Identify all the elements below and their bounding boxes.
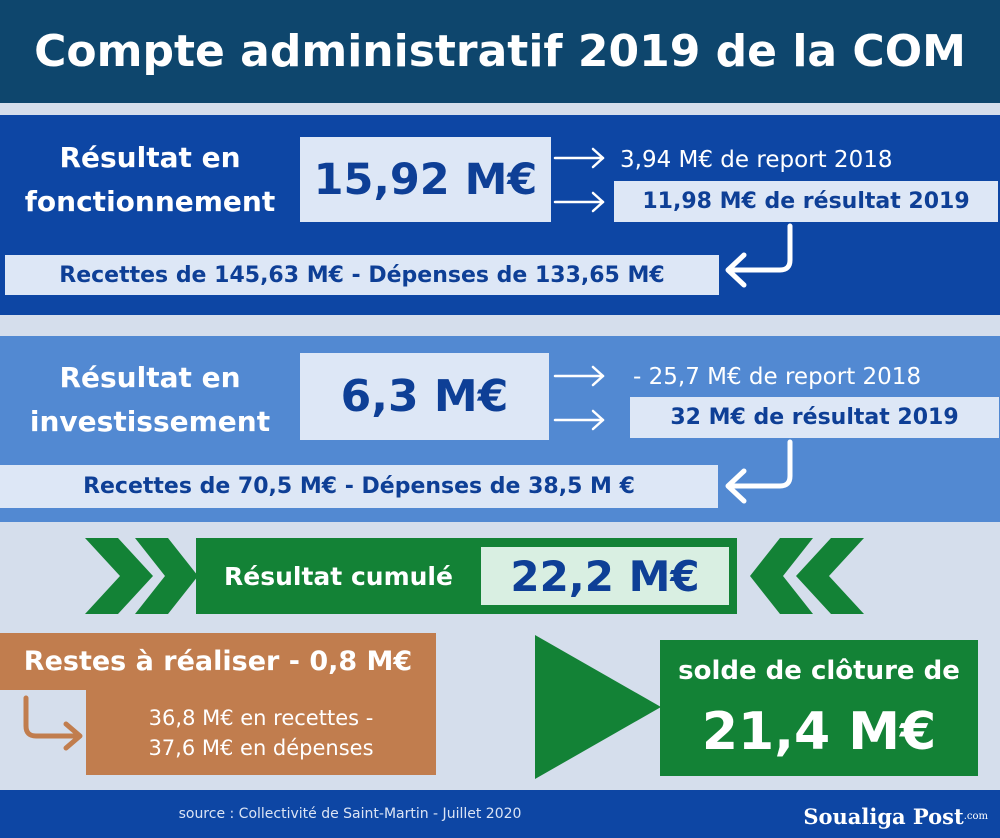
fonctionnement-value: 15,92 M€ [300, 137, 551, 222]
cumul-label: Résultat cumulé [224, 561, 453, 591]
restes-depenses: 37,6 M€ en dépenses [148, 735, 374, 760]
restes-detail [86, 690, 436, 775]
restes-recettes: 36,8 M€ en recettes - [148, 705, 374, 730]
fonctionnement-label [0, 134, 300, 226]
restes-label: Restes à réaliser - 0,8 M€ [23, 646, 413, 677]
investissement-return-arrow-icon [718, 438, 798, 510]
fonctionnement-label-line1: Résultat en [59, 141, 241, 174]
fonctionnement-label-line2: fonctionnement [24, 185, 276, 218]
play-triangle-icon [535, 635, 663, 779]
investissement-value: 6,3 M€ [300, 353, 549, 440]
restes-arrow-icon [18, 694, 88, 754]
investissement-label-line2: investissement [29, 405, 271, 438]
fonctionnement-arrows-icon [551, 140, 613, 220]
investissement-resultat: 32 M€ de résultat 2019 [630, 397, 999, 438]
chevrons-left-icon [748, 538, 868, 614]
chevrons-right-icon [80, 538, 200, 614]
investissement-label-line1: Résultat en [59, 361, 241, 394]
fonctionnement-resultat: 11,98 M€ de résultat 2019 [614, 181, 998, 222]
investissement-label [0, 354, 300, 446]
footer-logo-suffix: .com [963, 810, 988, 822]
footer-logo [800, 796, 1000, 836]
investissement-recettes-depenses: Recettes de 70,5 M€ - Dépenses de 38,5 M € [0, 465, 718, 508]
page-title: Compte administratif 2019 de la COM [34, 26, 966, 77]
fonctionnement-return-arrow-icon [718, 222, 798, 294]
solde-label: solde de clôture de [678, 656, 960, 686]
cumul-value: 22,2 M€ [481, 547, 729, 605]
investissement-report: - 25,7 M€ de report 2018 [633, 364, 922, 390]
footer-logo-text: Soualiga Post [803, 803, 964, 829]
footer-source: source : Collectivité de Saint-Martin - Juillet 2020 [178, 806, 522, 822]
investissement-arrows-icon [551, 358, 613, 438]
fonctionnement-report: 3,94 M€ de report 2018 [620, 147, 893, 173]
solde-value: 21,4 M€ [701, 702, 937, 762]
fonctionnement-recettes-depenses: Recettes de 145,63 M€ - Dépenses de 133,65 M€ [5, 255, 719, 295]
